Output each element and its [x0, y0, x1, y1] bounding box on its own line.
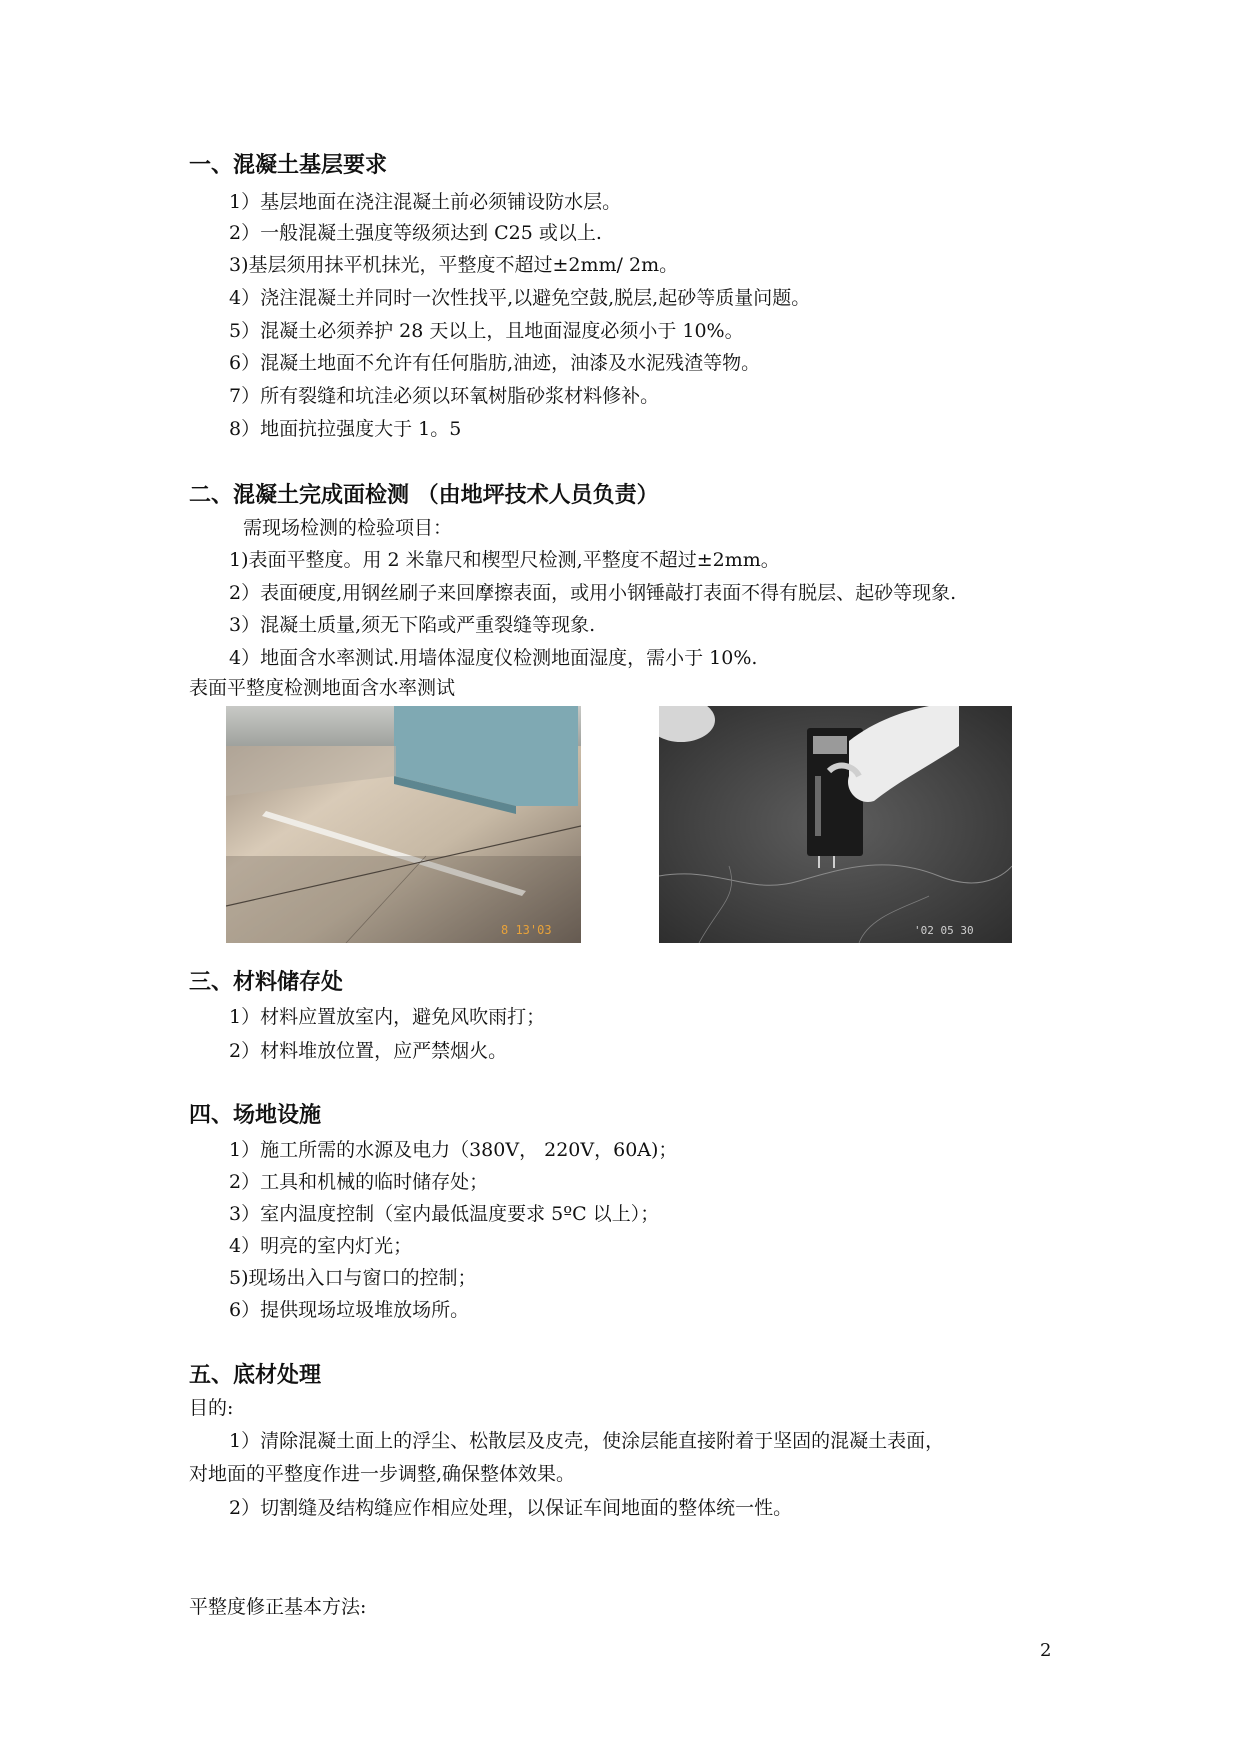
section-2-item-1: 1)表面平整度。用 2 米靠尺和楔型尺检测,平整度不超过±2mm。 — [229, 549, 780, 571]
moisture-test-photo — [659, 706, 1012, 943]
section-5-item-1-cont: 对地面的平整度作进一步调整,确保整体效果。 — [189, 1463, 576, 1485]
page-number: 2 — [1040, 1640, 1052, 1661]
section-3-item-2: 2）材料堆放位置，应严禁烟火。 — [229, 1040, 508, 1062]
section-1-item-5: 5）混凝土必须养护 28 天以上，且地面湿度必须小于 10%。 — [229, 320, 744, 342]
section-2-item-2: 2）表面硬度,用钢丝刷子来回摩擦表面，或用小钢锤敲打表面不得有脱层、起砂等现象. — [229, 582, 957, 604]
section-4-item-6: 6）提供现场垃圾堆放场所。 — [229, 1299, 470, 1321]
section-1-item-4: 4）浇注混凝土并同时一次性找平,以避免空鼓,脱层,起砂等质量问题。 — [229, 287, 811, 309]
section-2-intro: 需现场检测的检验项目： — [243, 517, 453, 539]
date-stamp-2: '02 05 30 — [914, 924, 974, 937]
section-1-item-3: 3)基层须用抹平机抹光，平整度不超过±2mm/ 2m。 — [229, 254, 679, 276]
section-5-footer-line: 平整度修正基本方法: — [189, 1596, 367, 1618]
section-5-intro: 目的: — [189, 1397, 234, 1419]
section-4-item-1: 1）施工所需的水源及电力（380V， 220V，60A)； — [229, 1139, 678, 1161]
section-4-heading: 四、场地设施 — [189, 1103, 322, 1128]
section-3-item-1: 1）材料应置放室内，避免风吹雨打； — [229, 1006, 546, 1028]
section-1-item-6: 6）混凝土地面不允许有任何脂肪,油迹，油漆及水泥残渣等物。 — [229, 352, 761, 374]
section-4-item-3: 3）室内温度控制（室内最低温度要求 5ºC 以上）； — [229, 1203, 660, 1225]
section-1-item-1: 1）基层地面在浇注混凝土前必须铺设防水层。 — [229, 191, 622, 213]
section-2-item-3: 3）混凝土质量,须无下陷或严重裂缝等现象. — [229, 614, 596, 636]
photo-caption: 表面平整度检测地面含水率测试 — [189, 677, 456, 699]
moisture-test-image — [659, 706, 1012, 943]
section-2-heading: 二、混凝土完成面检测 （由地坪技术人员负责） — [189, 483, 659, 508]
section-1-item-7: 7）所有裂缝和坑洼必须以环氧树脂砂浆材料修补。 — [229, 385, 660, 407]
section-3-heading: 三、材料储存处 — [189, 970, 344, 995]
flatness-test-photo — [226, 706, 581, 943]
section-1-item-2: 2）一般混凝土强度等级须达到 C25 或以上. — [229, 222, 602, 244]
section-4-item-4: 4）明亮的室内灯光； — [229, 1235, 413, 1257]
section-1-heading: 一、混凝土基层要求 — [189, 153, 388, 178]
date-stamp-1: 8 13'03 — [501, 923, 552, 937]
section-4-item-2: 2）工具和机械的临时储存处； — [229, 1171, 489, 1193]
section-5-item-1: 1）清除混凝土面上的浮尘、松散层及皮壳，使涂层能直接附着于坚固的混凝土表面， — [229, 1430, 945, 1452]
section-2-item-4: 4）地面含水率测试.用墙体湿度仪检测地面湿度，需小于 10%. — [229, 647, 758, 669]
section-1-item-8: 8）地面抗拉强度大于 1。5 — [229, 418, 462, 440]
section-5-heading: 五、底材处理 — [189, 1363, 322, 1388]
section-5-item-2: 2）切割缝及结构缝应作相应处理，以保证车间地面的整体统一性。 — [229, 1497, 793, 1519]
section-4-item-5: 5)现场出入口与窗口的控制； — [229, 1267, 477, 1289]
flatness-test-image — [226, 706, 581, 943]
